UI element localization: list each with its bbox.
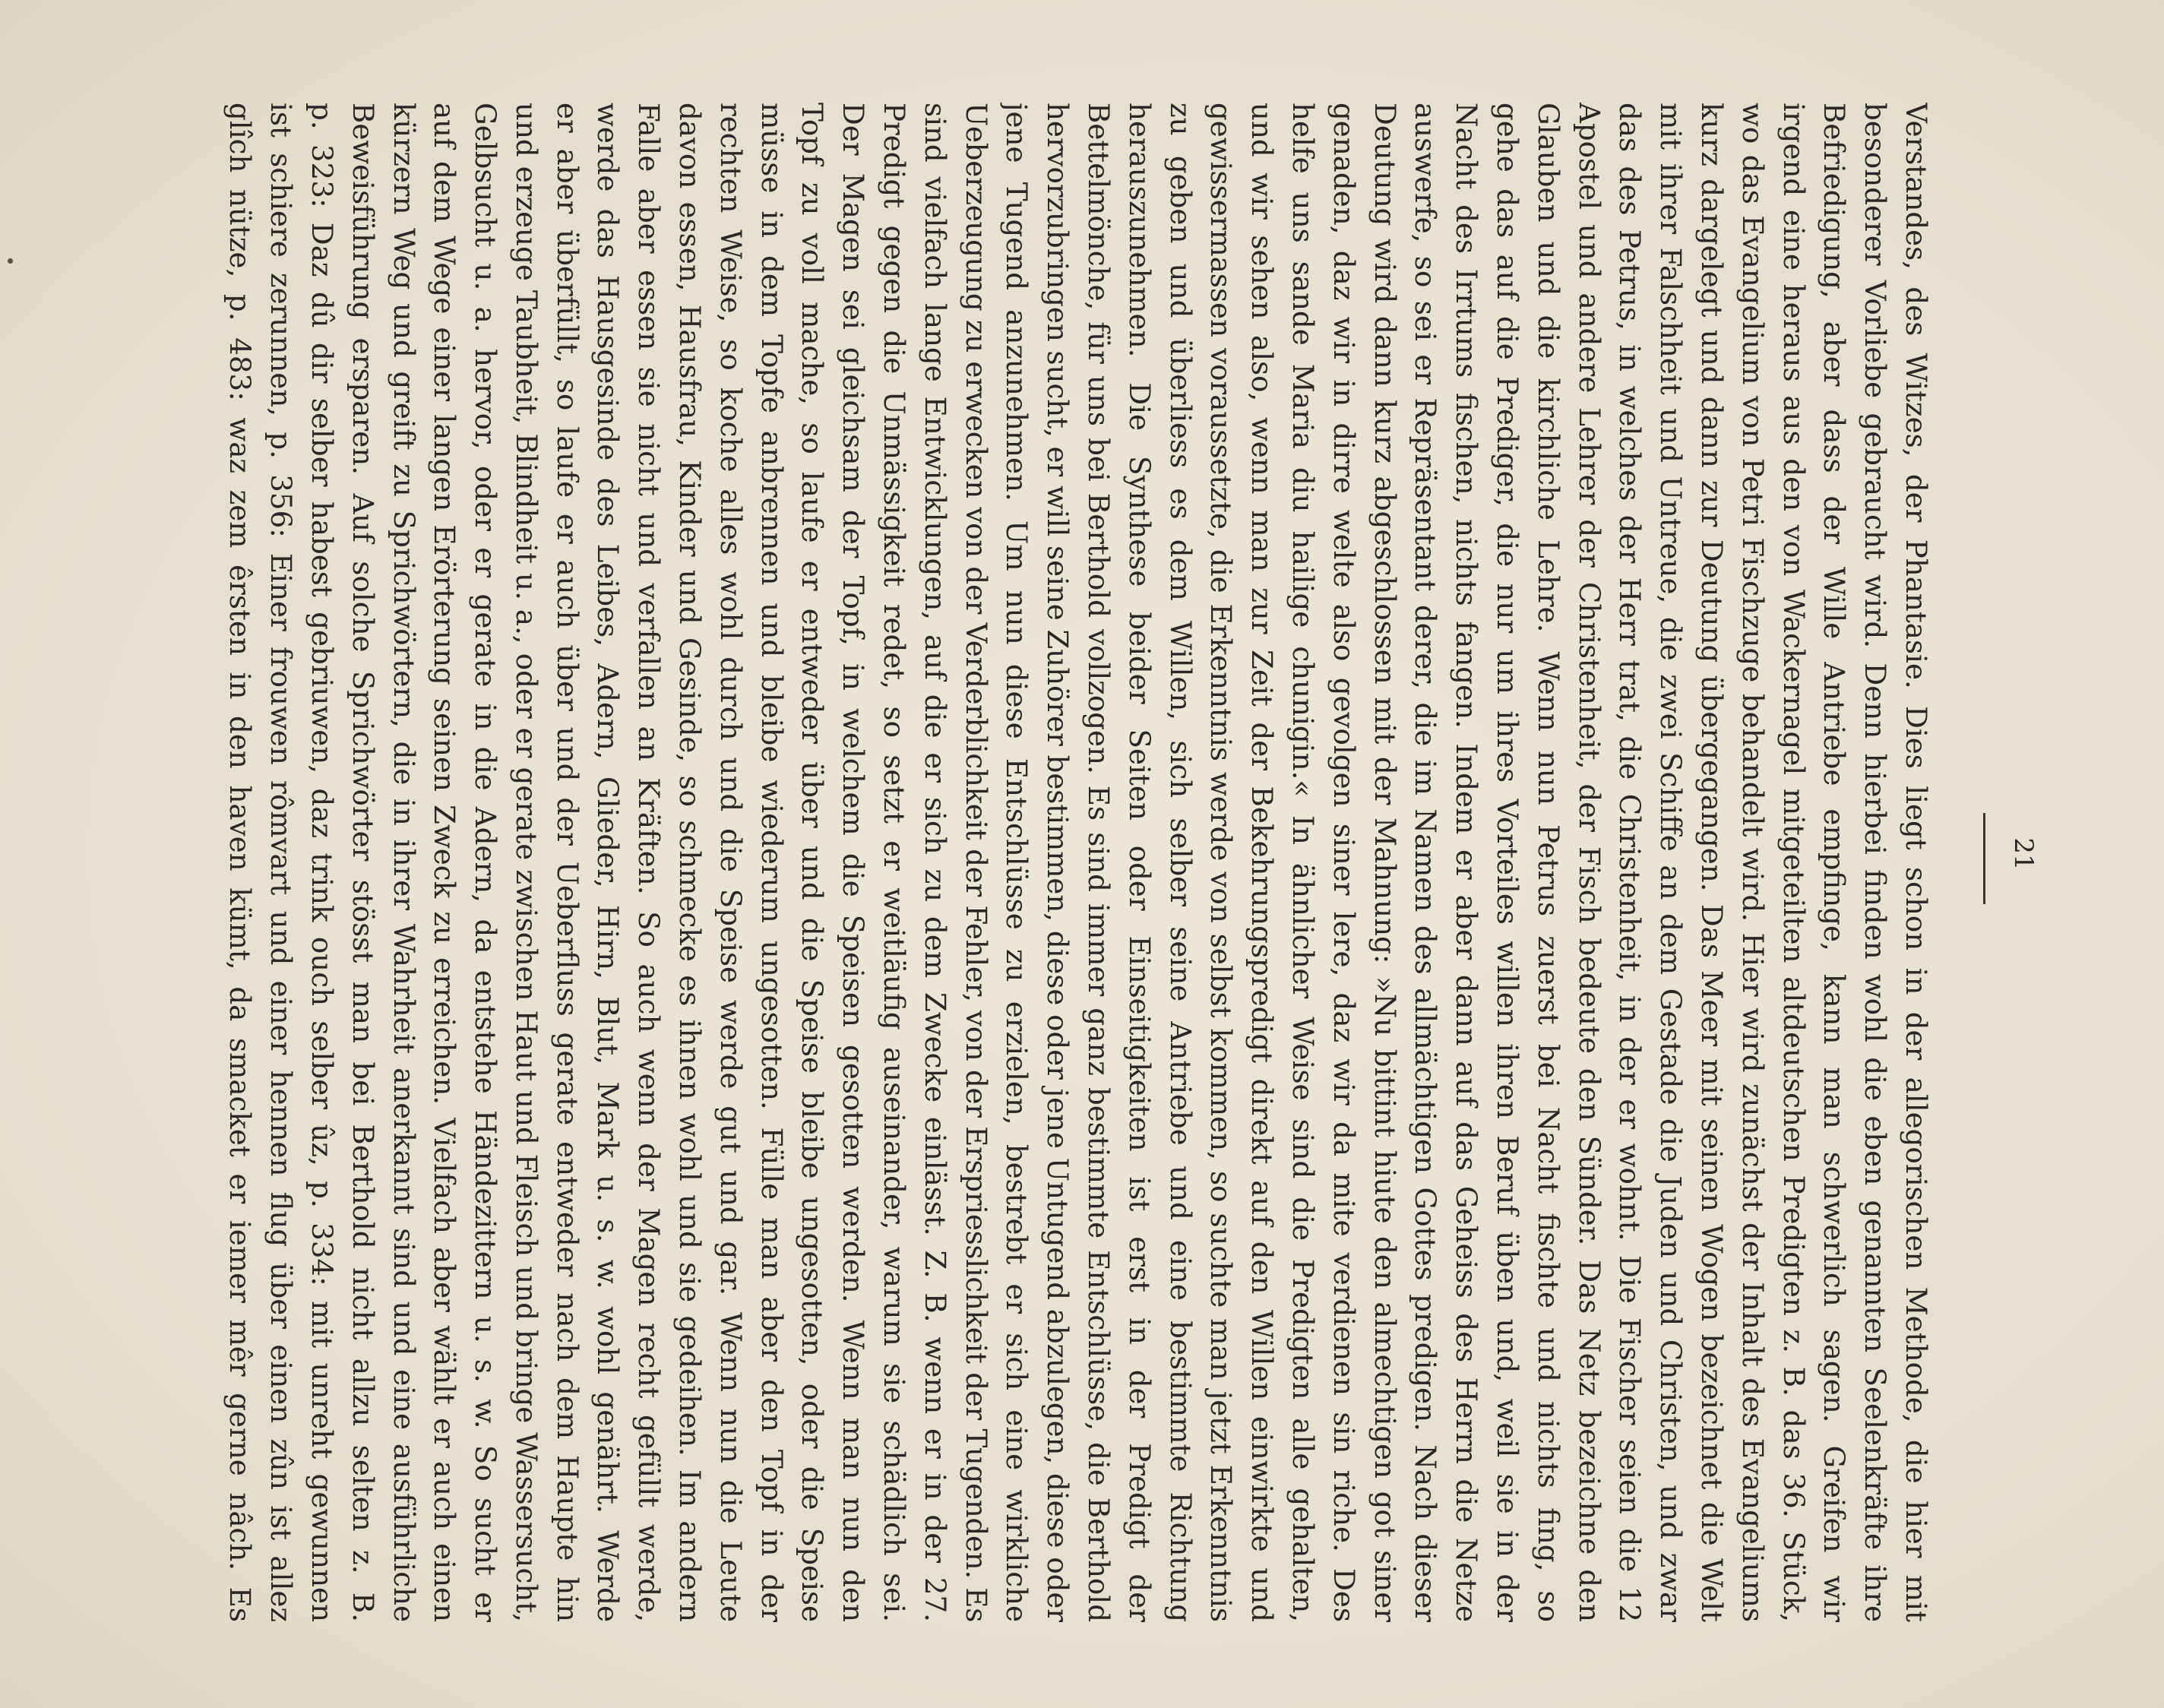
header-rule — [1983, 813, 1985, 904]
text-line: besonderer Vorliebe gebraucht wird. Denn hierbei finden wohl die eben genannten Seelenkräfte ihre — [1859, 103, 1893, 1622]
text-line: und wir sehen also, wenn man zur Zeit der Bekehrungspredigt direkt auf den Willen einwirkte und — [1245, 103, 1280, 1622]
text-line: Deutung wird dann kurz abgeschlossen mit der Mahnung: »Nu bittint hiute den almechtigen got siner — [1368, 103, 1402, 1622]
text-line: kürzern Weg und greift zu Sprichwörtern, die in ihrer Wahrheit anerkannt sind und eine ausführliche — [387, 103, 421, 1622]
text-line: Verstandes, des Witzes, der Phantasie. Dies liegt schon in der allegorischen Methode, die hier mit — [1900, 103, 1933, 1622]
text-line: er aber überfüllt, so laufe er auch über und der Ueberfluss gerate entweder nach dem Haupte hin — [550, 103, 584, 1622]
text-line: Beweisführung ersparen. Auf solche Sprichwörter stösst man bei Berthold nicht allzu selten z. B. — [346, 103, 380, 1622]
text-line: das des Petrus, in welches der Herr trat, die Christenheit, in der er wohnt. Die Fischer seien die 12 — [1613, 103, 1647, 1622]
text-line: Topf zu voll mache, so laufe er entweder über und die Speise bleibe ungesotten, oder die Speise — [796, 103, 830, 1622]
text-line: jene Tugend anzunehmen. Um nun diese Entschlüsse zu erzielen, bestrebt er sich eine wirkliche — [1000, 103, 1034, 1622]
text-line: auf dem Wege einer langen Erörterung seinen Zweck zu erreichen. Vielfach aber wählt er auch einen — [428, 103, 462, 1622]
text-line: helfe uns sande Maria diu hailige chunigin.« In ähnlicher Weise sind die Predigten alle gehalten, — [1286, 103, 1321, 1622]
text-line: Glauben und die kirchliche Lehre. Wenn nun Petrus zuerst bei Nacht fischte und nichts fing, so — [1531, 103, 1565, 1622]
text-line: und erzeuge Taubheit, Blindheit u. a., oder er gerate zwischen Haut und Fleisch und bringe Wassersucht, — [509, 103, 543, 1622]
text-line: kurz dargelegt und dann zur Deutung übergegangen. Das Meer mit seinen Wogen bezeichnet die Welt — [1695, 103, 1729, 1622]
text-line: Der Magen sei gleichsam der Topf, in welchem die Speisen gesotten werden. Wenn man nun den — [837, 103, 871, 1622]
page-number: 21 — [2008, 837, 2039, 871]
text-line: ist schiere zerunnen, p. 356: Einer frouwen rômvart und einer hennen flug über einen zûn ist allez — [264, 103, 299, 1622]
text-line: Befriedigung, aber dass der Wille Antriebe empfinge, kann man schwerlich sagen. Greifen wir — [1818, 103, 1852, 1622]
text-line: wo das Evangelium von Petri Fischzuge behandelt wird. Hier wird zunächst der Inhalt des Evangeliums — [1735, 103, 1770, 1622]
text-line: zu geben und überliess es dem Willen, sich selber seine Antriebe und eine bestimmte Richtung — [1163, 103, 1197, 1622]
text-line: auswerfe, so sei er Repräsentant derer, die im Namen des allmächtigen Gottes predigen. Nach dieser — [1409, 103, 1443, 1622]
text-line: rechten Weise, so koche alles wohl durch und die Speise werde gut und gar. Wenn nun die Leute — [713, 103, 748, 1622]
text-line: Bettelmönche, für uns bei Berthold vollzogen. Es sind immer ganz bestimmte Entschlüsse, die Berthold — [1082, 103, 1116, 1622]
text-line: p. 323: Daz dû dir selber habest gebriuwen, daz trink ouch selber ûz, p. 334: mit unreht gewunnen — [305, 103, 339, 1622]
text-line: herauszunehmen. Die Synthese beider Seiten oder Einseitigkeiten ist erst in der Predigt der — [1122, 103, 1156, 1622]
text-line: genaden, daz wir in dirre welte also gevolgen siner lere, daz wir da mite verdienen sin riche. Des — [1327, 103, 1361, 1622]
text-line: Nacht des Irrtums fischen, nichts fangen. Indem er aber dann auf das Geheiss des Herrn die Netze — [1450, 103, 1484, 1622]
text-line: gewissermassen voraussetzte, die Erkenntnis werde von selbst kommen, so suchte man jetzt Erkenntnis — [1204, 103, 1239, 1622]
text-line: Falle aber essen sie nicht und verfallen an Kräften. So auch wenn der Magen recht gefüllt werde, — [632, 103, 666, 1622]
text-line: werde das Hausgesinde des Leibes, Adern, Glieder, Hirn, Blut, Mark u. s. w. wohl genährt. Werde — [591, 103, 625, 1622]
text-line: gehe das auf die Prediger, die nur um ihres Vorteiles willen ihren Beruf üben und, weil sie in der — [1491, 103, 1525, 1622]
text-line: müsse in dem Topfe anbrennen und bleibe wiederum ungesotten. Fülle man aber den Topf in der — [755, 103, 789, 1622]
text-line: mit ihrer Falschheit und Untreue, die zwei Schiffe an dem Gestade die Juden und Christen, und zwar — [1654, 103, 1688, 1622]
text-line: sind vielfach lange Entwicklungen, auf die er sich zu dem Zwecke einlässt. Z. B. wenn er in der 27. — [918, 103, 952, 1622]
text-line: Apostel und andere Lehrer der Christenheit, der Fisch bedeute den Sünder. Das Netz bezeichne den — [1572, 103, 1606, 1622]
body-text — [220, 103, 1936, 1622]
text-line: Gelbsucht u. a. hervor, oder er gerate in die Adern, da entstehe Händezittern u. s. w. So sucht er — [469, 103, 503, 1622]
text-line: glîch nütze, p. 483: waz zem êrsten in den haven kümt, da smacket er iemer mêr gerne nâch. Es — [223, 103, 258, 1622]
text-line: Predigt gegen die Unmässigkeit redet, so setzt er weitläufig auseinander, warum sie schädlich sei. — [878, 103, 912, 1622]
text-line: irgend eine heraus aus den von Wackernagel mitgeteilten altdeutschen Predigten z. B. das 36. Stück, — [1776, 103, 1811, 1622]
text-line: Ueberzeugung zu erwecken von der Verderblichkeit der Fehler, von der Erspriesslichkeit der Tugenden. Es — [959, 103, 993, 1622]
text-line: davon essen, Hausfrau, Kinder und Gesinde, so schmecke es ihnen wohl und sie gedeihen. Im andern — [673, 103, 707, 1622]
text-line: hervorzubringen sucht, er will seine Zuhörer bestimmen, diese oder jene Untugend abzulegen, diese oder — [1041, 103, 1075, 1622]
